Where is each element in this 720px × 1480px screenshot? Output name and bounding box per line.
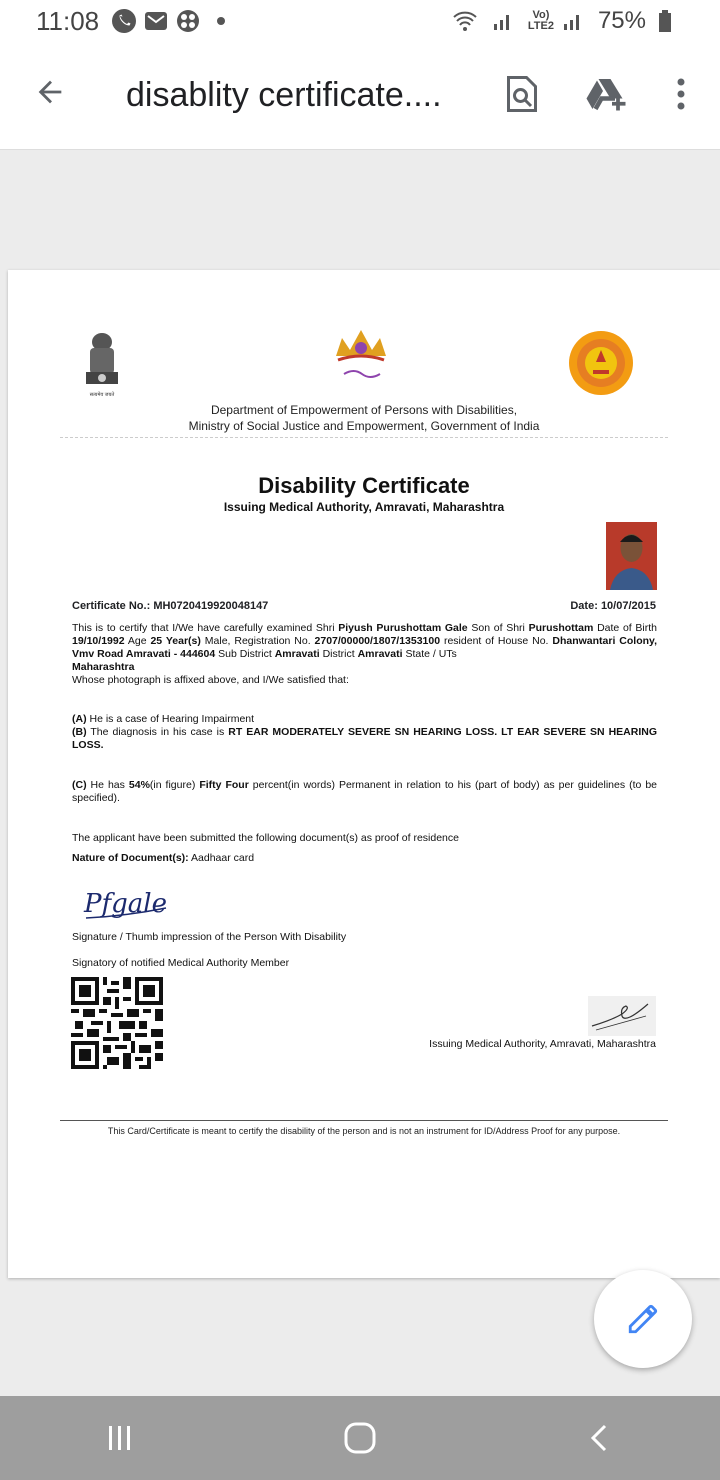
certificate-date: Date: 10/07/2015	[570, 600, 656, 612]
edit-pencil-icon	[626, 1302, 660, 1336]
nav-back-button[interactable]	[570, 1408, 630, 1468]
certificate-subtitle: Issuing Medical Authority, Amravati, Maharashtra	[223, 500, 505, 514]
qr-code-icon	[71, 977, 163, 1069]
mail-icon	[143, 8, 169, 34]
footer-divider	[60, 1120, 668, 1121]
recent-apps-button[interactable]	[90, 1408, 150, 1468]
swavlamban-logo-icon	[328, 326, 394, 386]
disclaimer-text: This Card/Certificate is meant to certify the disability of the person and is not an instrument for ID/Address Proof for any purpose.	[107, 1126, 621, 1136]
signal-icon-2	[560, 8, 586, 34]
battery-percent: 75%	[597, 7, 646, 34]
residence-proof-text: The applicant have been submitted the following document(s) as proof of residence	[72, 832, 459, 844]
item-b: (B) The diagnosis in his case is RT EAR MODERATELY SEVERE SN HEARING LOSS. LT EAR SEVERE SN HEARING LOSS.	[72, 726, 657, 751]
certification-paragraph: This is to certify that I/We have carefully examined Shri Piyush Purushottam Gale Son of Shri Purushottam Date of Birth 19/10/1992 Age 25 Year(s) Male, Registration No. 2707/00000/1807/1353100 resident of House No. Dhanwantari Colony, Vmv Road Amravati - 444604 Sub District Amravati District Amravati State / UTs Maharashtra Whose photograph is affixed above, and I/We satisfied that:	[72, 622, 658, 686]
status-time: 11:08	[36, 5, 100, 36]
certificate-number: Certificate No.: MH0720419920048147	[72, 600, 269, 612]
navigation-bar	[0, 1396, 720, 1480]
phone-icon	[111, 8, 137, 34]
app-notification-icon	[175, 8, 201, 34]
more-vert-icon	[675, 76, 687, 112]
battery-icon	[652, 8, 678, 34]
app-bar	[0, 42, 720, 150]
maharashtra-seal-icon	[568, 330, 634, 396]
find-in-page-icon	[504, 74, 540, 114]
certificate-title: Disability Certificate	[258, 473, 470, 498]
wifi-icon	[452, 8, 478, 34]
home-icon	[343, 1421, 377, 1455]
applicant-photo	[606, 522, 657, 590]
find-in-page-button[interactable]	[498, 70, 546, 118]
edit-fab-button[interactable]	[594, 1270, 692, 1368]
svg-text:Pfgale: Pfgale	[84, 889, 167, 919]
applicant-signature	[80, 878, 180, 928]
department-header: Department of Empowerment of Persons with Disabilities, Ministry of Social Justice and Empowerment, Government of India	[188, 403, 540, 433]
home-button[interactable]	[330, 1408, 390, 1468]
network-type-label: Vo) LTE2	[527, 9, 554, 32]
signal-icon	[490, 8, 516, 34]
issuing-authority-caption: Issuing Medical Authority, Amravati, Maharashtra	[429, 1038, 656, 1050]
national-emblem-icon	[80, 328, 124, 398]
back-arrow-button[interactable]	[28, 70, 72, 114]
nature-of-document: Nature of Document(s): Aadhaar card	[72, 852, 255, 864]
signatory-caption: Signatory of notified Medical Authority Member	[72, 957, 290, 969]
item-c: (C) He has 54%(in figure) Fifty Four percent(in words) Permanent in relation to his (part of body) as per guidelines (to be specified).	[72, 779, 658, 804]
add-to-drive-button[interactable]	[582, 70, 630, 118]
item-a: (A) He is a case of Hearing Impairment	[72, 713, 255, 725]
signature-caption: Signature / Thumb impression of the Person With Disability	[72, 931, 347, 943]
header-divider	[60, 437, 668, 438]
status-bar	[0, 0, 720, 42]
back-icon	[585, 1423, 615, 1453]
document-title: disablity certificate....	[126, 76, 442, 114]
back-arrow-icon	[33, 75, 67, 109]
recent-apps-icon	[105, 1423, 135, 1453]
notification-dot-icon	[217, 17, 225, 25]
authority-signature	[588, 996, 656, 1036]
more-options-button[interactable]	[657, 70, 705, 118]
drive-add-icon	[585, 75, 627, 113]
svg-text:सत्यमेव जयते: सत्यमेव जयते	[89, 392, 115, 398]
document-page	[8, 270, 720, 1278]
